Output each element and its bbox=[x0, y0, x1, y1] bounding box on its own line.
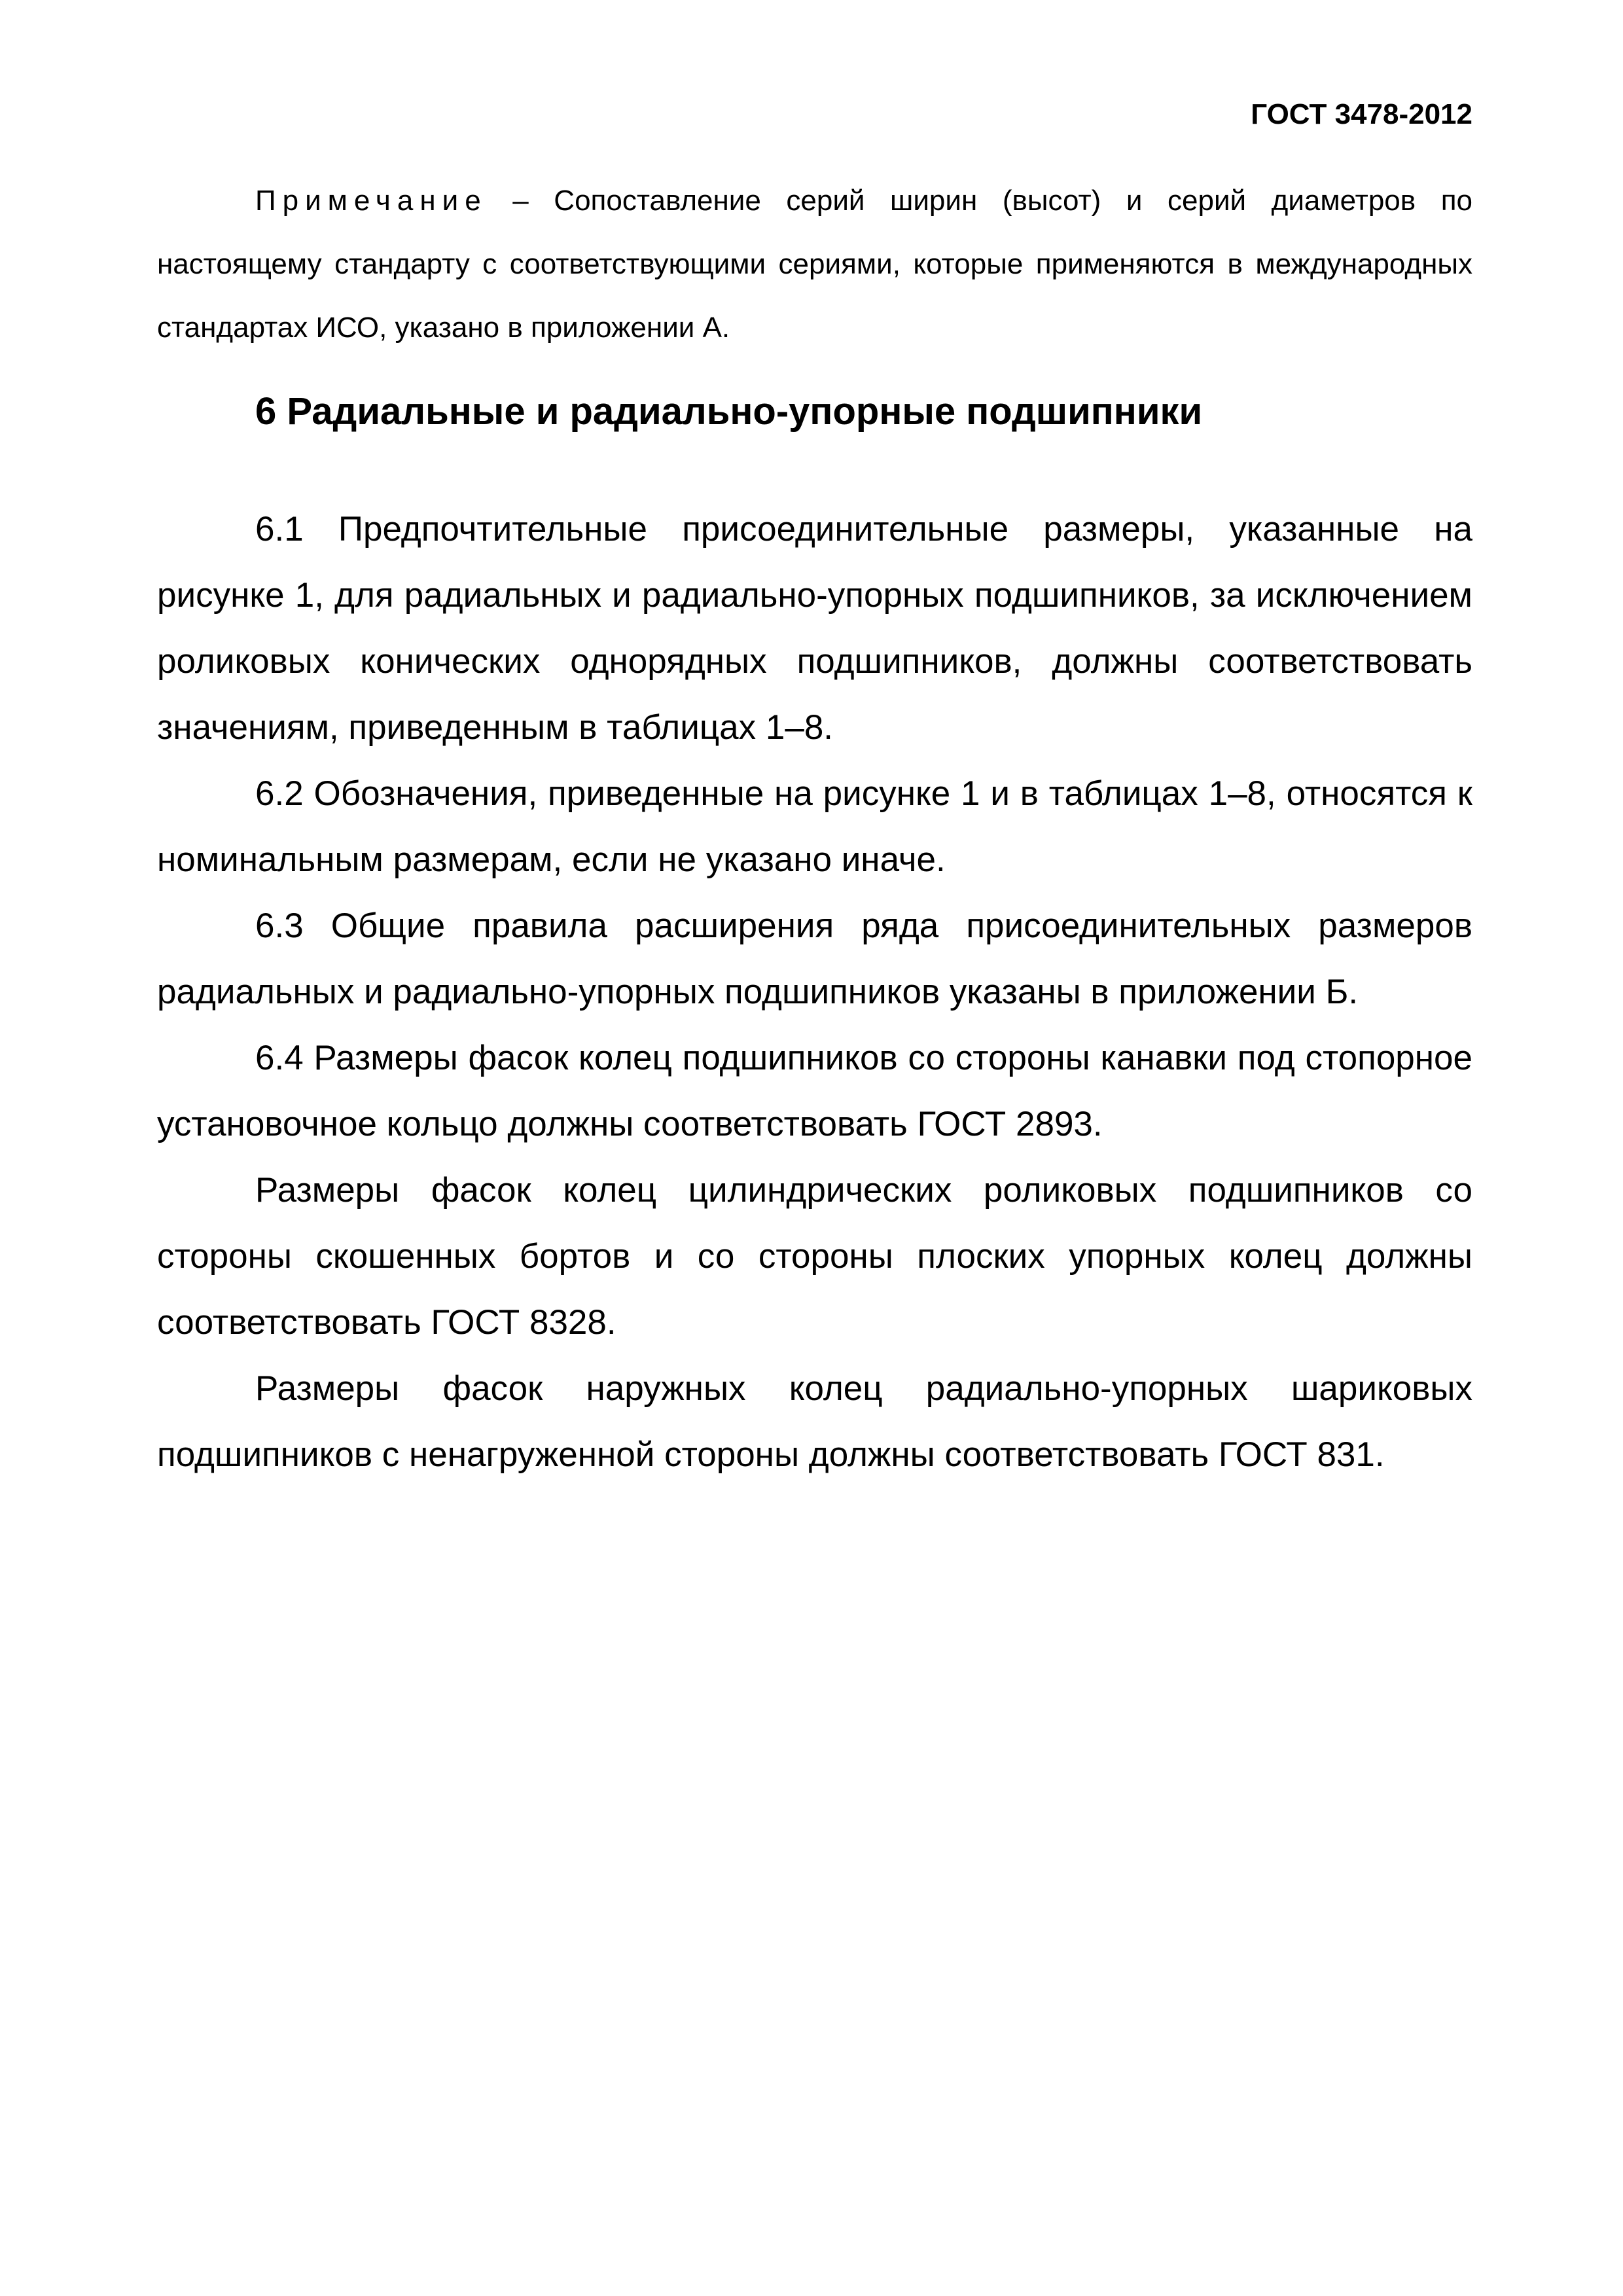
document-page bbox=[157, 0, 1472, 2296]
paragraph-chamfer-ball: Размеры фасок наружных колец радиально-упорных шариковых подшипников с ненагруженной стороны должны соответствовать ГОСТ 831. bbox=[157, 1369, 1472, 1474]
paragraph-6-3: 6.3 Общие правила расширения ряда присоединительных размеров радиальных и радиально-упорных подшипников указаны в приложении Б. bbox=[157, 906, 1472, 1011]
paragraph-6-2: 6.2 Обозначения, приведенные на рисунке 1 и в таблицах 1–8, относятся к номинальным размерам, если не указано иначе. bbox=[157, 774, 1472, 879]
note-paragraph bbox=[157, 169, 1472, 359]
paragraph-6-4: 6.4 Размеры фасок колец подшипников со стороны канавки под стопорное установочное кольцо должны соответствовать ГОСТ 2893. bbox=[157, 1039, 1472, 1143]
paragraph-6-1: 6.1 Предпочтительные присоединительные размеры, указанные на рисунке 1, для радиальных и радиально-упорных подшипников, за исключением роликовых конических однорядных подшипников, должны соответствовать значениям, приведенным в таблицах 1–8. bbox=[157, 510, 1472, 747]
document-code: ГОСТ 3478-2012 bbox=[1251, 98, 1472, 130]
note-text: Сопоставление серий ширин (высот) и серий диаметров по настоящему стандарту с соответствующими сериями, которые применяются в международных стандартах ИСО, указано в приложении А. bbox=[157, 185, 1472, 344]
section-body bbox=[157, 496, 1472, 1488]
note-label: Примечание bbox=[255, 185, 488, 217]
paragraph-chamfer-roller: Размеры фасок колец цилиндрических роликовых подшипников со стороны скошенных бортов и со стороны плоских упорных колец должны соответствовать ГОСТ 8328. bbox=[157, 1171, 1472, 1342]
note-dash: – bbox=[487, 185, 554, 217]
section-heading: 6 Радиальные и радиально-упорные подшипники bbox=[255, 390, 1203, 433]
